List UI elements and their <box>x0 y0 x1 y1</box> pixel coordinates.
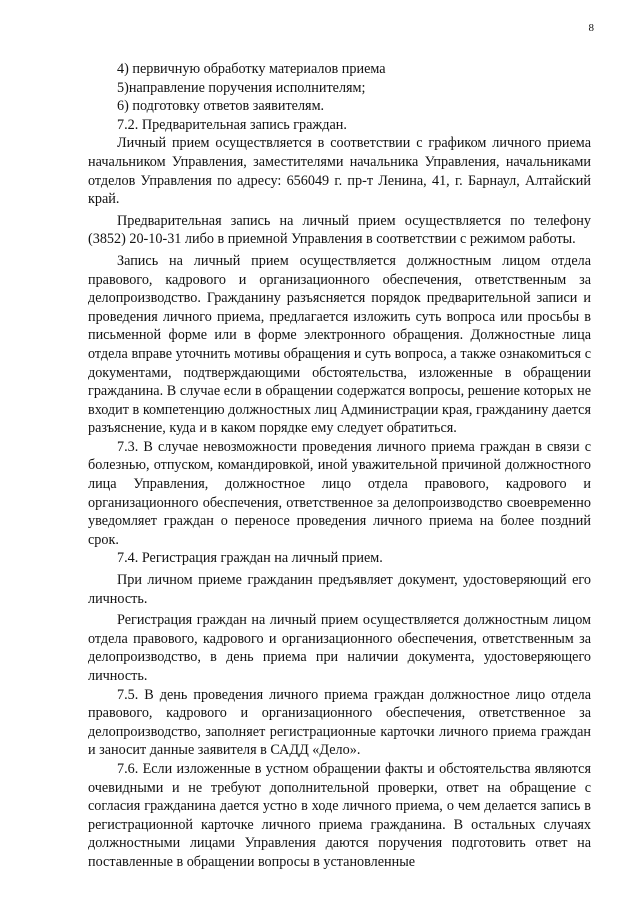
list-item-responses: 6) подготовку ответов заявителям. <box>117 98 325 115</box>
paragraph-phone-registration: Предварительная запись на личный прием осуществляется по телефону (3852) 20-10-31 либо в приемной Управления в соответствии с режимом работы. <box>88 212 591 248</box>
paragraph-schedule: Личный прием осуществляется в соответствии с графиком личного приема начальником Управления, заместителями начальника Управления, начальниками отделов Управления по адресу: 656049 г. пр-т Ленина, 41, г. Барнаул, Алтайский край. <box>88 135 591 208</box>
list-item-processing: 4) первичную обработку материалов приема <box>117 61 386 77</box>
paragraph-7-3: 7.3. В случае невозможности проведения личного приема граждан в связи с болезнью, отпуском, командировкой, иной уважительной причиной должностного лица Управления, должностное лицо отдела правового, кадрового и организационного обеспечения, ответственное за делопроизводство своевременно уведомляет граждан о переносе проведения личного приема на более поздний срок. <box>88 438 591 548</box>
page-number: 8 <box>588 22 594 34</box>
list-item-assignment: 5)направление поручения исполнителям; <box>117 79 366 96</box>
paragraph-7-6: 7.6. Если изложенные в устном обращении факты и обстоятельства являются очевидными и не требуют дополнительной проверки, ответ на обращение с согласия гражданина дается устно в ходе личного приема, о чем делается запись в регистрационной карточке личного приема гражданина. В остальных случаях должностными лицами Управления даются поручения подготовить ответ на поставленные в обращении вопросы в установленные <box>88 760 591 870</box>
paragraph-registration: Регистрация граждан на личный прием осуществляется должностным лицом отдела правового, кадрового и организационного обеспечения, ответственным за делопроизводство, в день приема при наличии документа, удостоверяющего личность. <box>88 612 591 684</box>
section-heading-7-4: 7.4. Регистрация граждан на личный прием. <box>117 550 383 567</box>
section-heading-7-2: 7.2. Предварительная запись граждан. <box>117 116 347 133</box>
paragraph-appointment-process: Запись на личный прием осуществляется должностным лицом отдела правового, кадрового и организационного обеспечения, ответственным за делопроизводство. Гражданину разъясняется порядок предварительной записи и проведения личного приема, предлагается изложить суть вопроса или просьбы в письменной форме или в форме электронного обращения. Должностные лица отдела вправе уточнить мотивы обращения и суть вопроса, а также ознакомиться с документами, подтверждающими обстоятельства, изложенные в обращении гражданина. В случае если в обращении содержатся вопросы, решение которых не входит в компетенцию должностных лиц Администрации края, гражданину дается разъяснение, куда и в каком порядке ему следует обратиться. <box>88 252 591 437</box>
paragraph-identity-document: При личном приеме гражданин предъявляет документ, удостоверяющий его личность. <box>88 572 591 607</box>
paragraph-7-5: 7.5. В день проведения личного приема граждан должностное лицо отдела правового, кадрового и организационного обеспечения, ответственное за делопроизводство, заполняет регистрационные карточки личного приема граждан и заносит данные заявителя в САДД «Дело». <box>88 686 591 759</box>
document-body <box>88 60 591 872</box>
